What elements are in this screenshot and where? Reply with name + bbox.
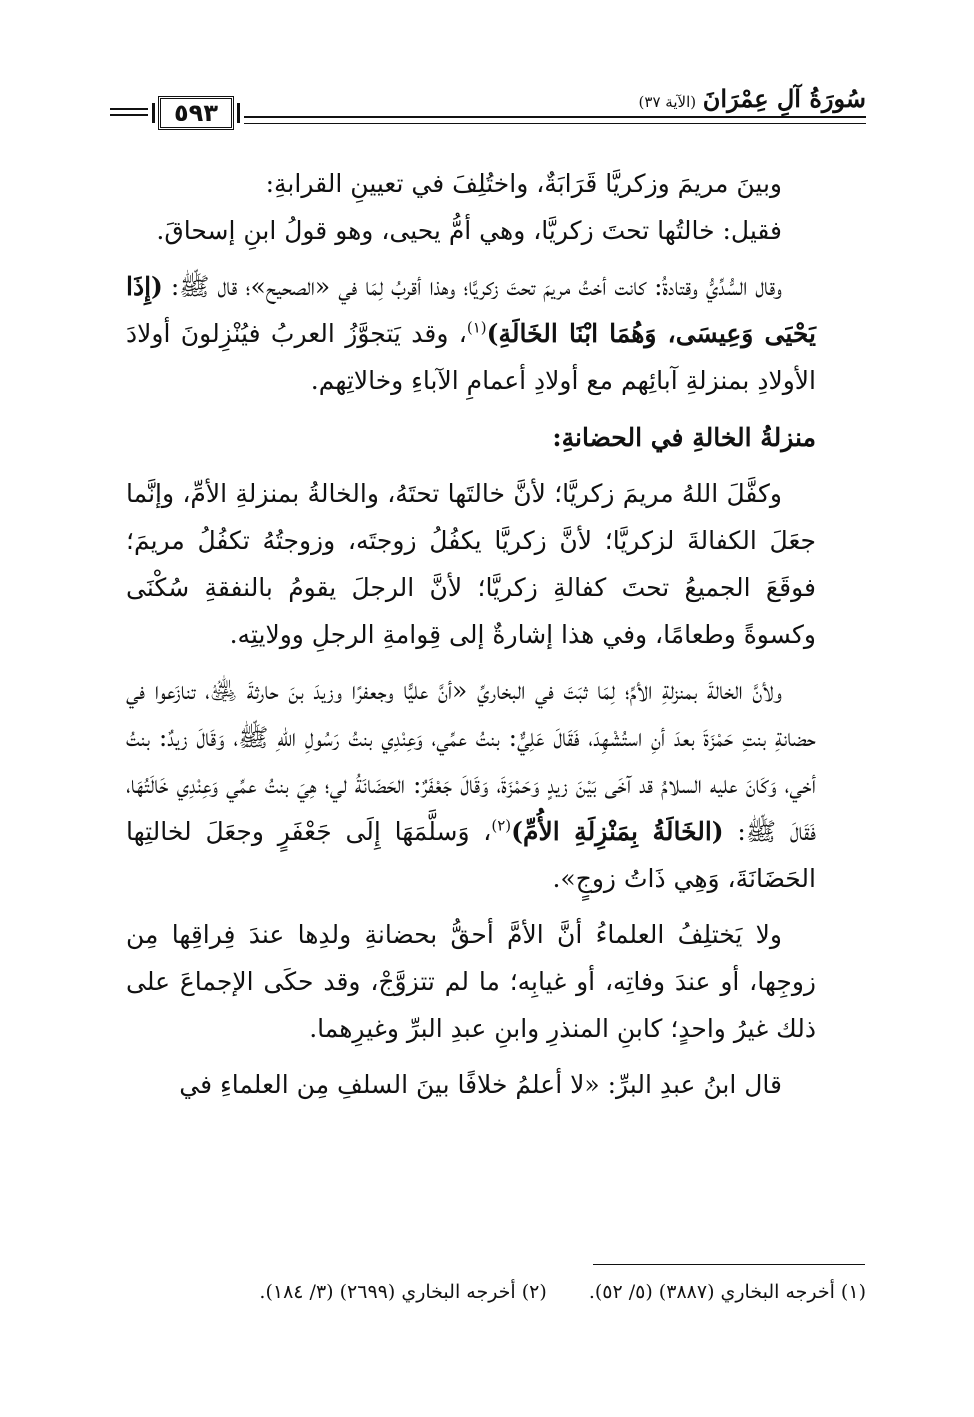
paragraph-3-text-b: ، وقد يَتجوَّزُ العربُ فيُنْزِلونَ أولادَ الأولادِ بمنزلةِ آبائِهم مع أولادِ أعمامِ الآباءِ وخالاتِهم. (126, 319, 816, 395)
paragraph-7: قال ابنُ عبدِ البرِّ: «لا أعلمُ خلافًا بينَ السلفِ مِن العلماءِ في (179, 1070, 782, 1099)
paragraph-1: وبينَ مريمَ وزكريَّا قَرَابَةٌ، واختُلِفَ في تعيينِ القرابةِ: (265, 169, 782, 198)
footnote-separator (593, 1264, 865, 1265)
page-number: ٥٩٣ (158, 96, 234, 130)
header-rule-left (110, 108, 148, 116)
footnotes (126, 1278, 866, 1306)
footnote-2: (٢) أخرجه البخاري (٢٦٩٩) (٣/ ١٨٤). (259, 1281, 547, 1303)
header-rule (244, 116, 866, 124)
verse-reference: (الآية ٣٧) (638, 93, 697, 111)
paragraph-5 (126, 667, 816, 902)
footnote-ref-1: (١) (466, 318, 487, 337)
paragraph-3-text-a: وقال السُّدِّيُّ وقتادةُ: كانت أختُ مريمَ تحتَ زكريَّا؛ وهذا أقربُ لِمَا في «الصحيح»؛ قال ﷺ: (162, 272, 782, 301)
paragraph-6: ولا يَختلِفُ العلماءُ أنَّ الأمَّ أحقُّ بحضانةِ ولدِها عندَ فِراقِها مِن زوجِها، أو عندَ وفاتِه، أو غيابِه؛ ما لم تتزوَّجْ، وقد حكَى الإجماعَ على ذلك غيرُ واحدٍ؛ كابنِ المنذرِ وابنِ عبدِ البرِّ وغيرِهما. (126, 920, 816, 1043)
footnote-1: (١) أخرجه البخاري (٣٨٨٧) (٥/ ٥٢). (588, 1281, 866, 1303)
paragraph-4: وكفَّلَ اللهُ مريمَ زكريَّا؛ لأنَّ خالتَها تحتَهُ، والخالةُ بمنزلةِ الأمِّ، وإنَّما جعَلَ الكفالةَ لزكريَّا؛ لأنَّ زكريَّا يكفُلُ زوجتَه، وزوجتُهُ تكفُلُ مريمَ؛ فوقَعَ الجميعُ تحتَ كفالةِ زكريَّا؛ لأنَّ الرجلَ يقومُ بالنفقةِ سُكْنَى وكسوةً وطعامًا، وفي هذا إشارةٌ إلى قِوامةِ الرجلِ وولايتِه. (126, 479, 816, 649)
surah-title (633, 84, 866, 113)
page-header (110, 84, 866, 138)
surah-name: سُورَةُ آلِ عِمْرَانَ (702, 84, 866, 113)
page-body (126, 160, 816, 1108)
footnote-ref-2: (٢) (491, 816, 512, 835)
section-heading: منزلةُ الخالةِ في الحضانةِ: (552, 423, 816, 452)
paragraph-5-text-b: ، وَسلَّمَهَا إِلَى جَعْفَرٍ وجعَلَ لخالتِها الحَضَانَةَ، وَهِي ذَاتُ زوجٍ». (126, 817, 816, 893)
hadith-quote-2: (الخَالَةُ بِمَنْزِلَةِ الأُمِّ) (511, 817, 724, 846)
paragraph-3 (126, 263, 816, 404)
paragraph-5-text-a: ولأنَّ الخالةَ بمنزلةِ الأمِّ؛ لِمَا ثبَتَ في البخاريِّ «أنَّ عليًّا وجعفرًا وزيدَ بنَ حارثةَ ﵁، تنازَعوا في حضانةِ بنتِ حَمْزَةَ بعدَ أنِ استُشْهِدَ، فَقَالَ عَلِيٌّ: بنتُ عمِّي، وَعِنْدِي بنتُ رَسُولِ اللهِ ﷺ، وَقَالَ زيدٌ: بنتُ أخي، وَكَانَ عليه السلامُ قد آخَى بَيْنَ زيدٍ وَحَمْزَةَ، وَقَالَ جَعْفَرٌ: الحَضَانَةُ لي؛ هِيَ بنتُ عمِّي وَعِنْدِي خَالَتُهَا، فَقَالَ ﷺ: (126, 676, 816, 846)
hadith-quote-1: (إِذَا يَحْيَى وَعِيسَى، وَهُمَا ابْنَا الخَالَةِ) (126, 272, 816, 348)
paragraph-2: فقيل: خالتُها تحتَ زكريَّا، وهي أمُّ يحيى، وهو قولُ ابنِ إسحاقَ. (156, 216, 782, 245)
